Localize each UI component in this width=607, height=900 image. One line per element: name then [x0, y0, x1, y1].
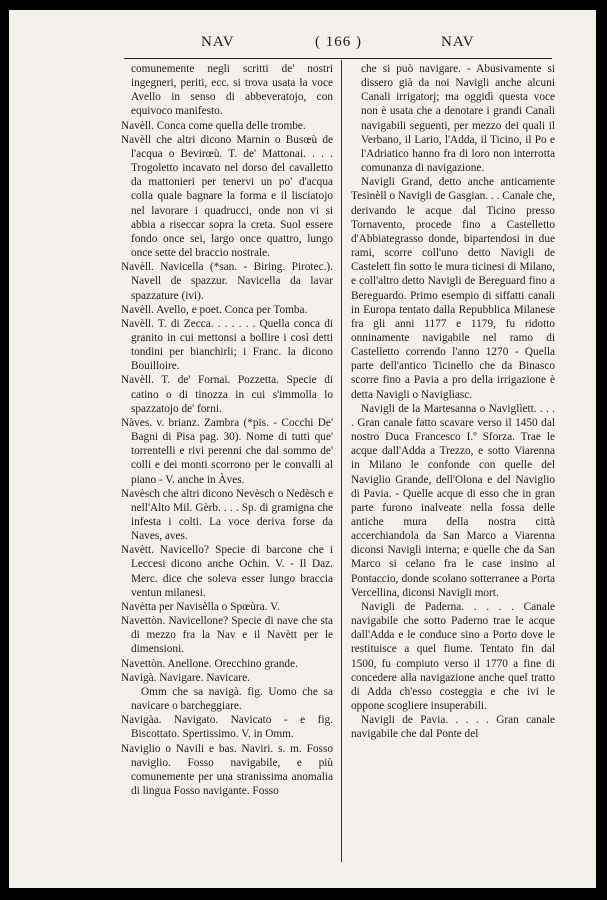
left-column — [121, 62, 333, 798]
entry-navell-conca: Navèll. Conca come quella delle trombe. — [121, 119, 306, 132]
right-continuation-text: che si può navigare. - Abusivamente si dissero già da noi Navigli anche alcuni Canali irrigatorj; ma oggidì questa voce non è usata che a denotare i grandi Canali navigabili seguenti, per mezzo dei quali il Verbano, il Lario, l'Adda, il Ticino, il Po e l'Adriatico hanno fra di loro non interrotta comunanza di navigazione. — [361, 63, 555, 175]
entry-navigli-pavia: Navigli de Pavia. . . . . Gran canale navigabile che dal Ponte del — [351, 714, 555, 741]
entry-naviga: Navigà. Navigare. Navicare. — [121, 671, 250, 684]
entry-naviglio: Naviglio o Navili e bas. Naviri. s. m. Fosso naviglio. Fosso navigabile, e più comunemente per una stranissima anomalia di lingua Fosso navigante. Fosso — [121, 742, 333, 797]
entry-navell-marnin: Navèll che altri dicono Marnin o Busœù de l'acqua o Bevirœù. T. de' Mattonai. . . . Trogoletto incavato nel dorso del cavalletto da mattonieri per tenervi un po' d'acqua colla quale bagnare la forma e il lisciatojo nel lavorare i quadrucci, onde non vi si abbia a riseccar sopra la creta. Suol essere fondo once sei, largo once quattro, lungo once sette del braccio nostrale. — [121, 133, 333, 260]
right-column — [351, 62, 555, 742]
entry-navett: Navètt. Navicello? Specie di barcone che i Leccesi dicono anche Ochin. V. - Il Daz. Merc. dice che soleva esser lungo braccia ventun milanesi. — [121, 544, 333, 599]
column-divider — [341, 60, 342, 862]
entry-navell-fornai: Navèll. T. de' Fornai. Pozzetta. Specie di catino o di tinozza in cui s'immolla lo spazzatojo de' forni. — [121, 374, 333, 415]
entry-navetton-navicellone: Navettòn. Navicellone? Specie di nave che sta di mezzo fra la Nav e il Navètt per le dimensioni. — [121, 615, 333, 656]
entry-navell-avello: Navèll. Avello, e poet. Conca per Tomba. — [121, 303, 308, 316]
dictionary-page — [9, 10, 596, 888]
page-header — [9, 32, 596, 58]
example-omm-che-sa-naviga: Omm che sa navigà. fig. Uomo che sa navicare o barcheggiare. — [131, 685, 333, 713]
entry-navigli-grand: Navigli Grand, detto anche anticamente Tesinèll o Navigli de Gasgian. . . Canale che, derivando le acque dal Ticino presso Tornavento, procede fino a Castelletto d'Abbiategrasso donde, bipartendosi in due rami, scorre coll'uno detto Navigli de Castelett fin sotto le mura ticinesi di Milano, e coll'altro detto Navigli de Bereguard fino a Bereguardo. Primo esempio di siffatti canali in Europa tentato dalla Repubblica Milanese fra gli anni 1177 e 1179, fu ridotto onninamente navigabile nel ramo di Castelletto correndo l'anno 1270 - Quella parte dell'antico Ticinello che da Binasco scorre fino a Pavia a pro della irrigazione è detta Navigli o Naviglìasc. — [351, 176, 555, 401]
entry-navigaa: Navigàa. Navigato. Navicato - e fig. Biscottato. Spertissimo. V. in Omm. — [121, 714, 333, 741]
entry-navesch: Navèsch che altri dicono Nevèsch o Nedèsch e nell'Alto Mil. Gèrb. . . . Sp. di gramigna che infesta i colti. La voce deriva forse da Naves, aves. — [121, 487, 333, 543]
entry-navell-navicella: Navèll. Navicella (*san. - Biring. Pirotec.). Navell de spazzur. Navicella da lavar spazzature (ivi). — [121, 261, 333, 302]
left-continuation-text: comunemente negli scritti de' nostri ingegneri, periti, ecc. si trova usata la voce Avello in senso di abbeveratojo, con equivoco manifesto. — [131, 63, 333, 118]
entry-navell-zecca: Navèll. T. di Zecca. . . . . . . Quella conca di granito in cui mettonsi a bollire i così detti tondini per bianchirli; i Franc. la dicono Bouilloire. — [121, 317, 333, 373]
header-rule — [124, 58, 552, 59]
entry-navigli-martesanna: Navigli de la Martesanna o Naviglìett. . . . . Gran canale fatto scavare verso il 1450 dal nostro Duca Francesco I.º Sforza. Trae le acque dall'Adda a Trezzo, e sotto Viarenna in Milano le confonde con quelle del Naviglio Grande, dell'Olona e del Naviglio di Pavia. - Quelle acque di esso che in gran parte furono inalveate nella fossa delle antiche mura della nostra città accerchiandola da San Marco a Viarenna diconsi Navigli interna; e quelle che da San Marco si celano fra le case insino al Pontaccio, donde scolano sotterranee a Porta Vercellina, diconsi Navigli mort. — [351, 402, 555, 599]
entry-navetta: Navètta per Navisèlla o Spœùra. V. — [121, 600, 280, 613]
entry-navigli-paderna: Navigli de Paderna. . . . . Canale navigabile che sotto Paderno trae le acque dall'Adda e le conduce sino a Porto dove le restituisce a quel fiume. Tentato fin dal 1500, fu compiuto verso il 1770 a fine di concedere alla navigazione anche quel tratto di Adda ch'esso costeggia e che ivi le oppone scogliere insuperabili. — [351, 600, 555, 713]
page-number: ( 166 ) — [315, 34, 362, 50]
entry-naves: Nàves. v. brianz. Zambra (*pis. - Cocchi De' Bagni di Pisa pag. 30). Nome di tutti que' torrentelli e rivi perenni che dal sommo de' colli e dei monti scorrono per le convalli al piano - V. anche in Àves. — [121, 416, 333, 486]
entry-navetton-anellone: Navettòn. Anellone. Orecchino grande. — [121, 657, 298, 670]
header-left-guide-word: NAV — [201, 34, 235, 50]
header-right-guide-word: NAV — [441, 34, 475, 50]
